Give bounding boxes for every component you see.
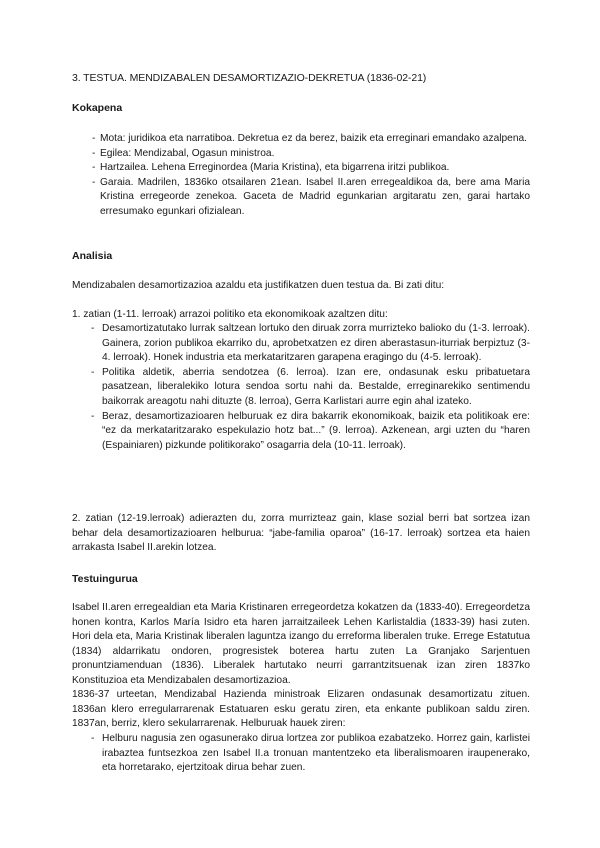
list-item: - Egilea: Mendizabal, Ogasun ministroa. <box>72 147 530 162</box>
part1-intro: 1. zatian (1-11. lerroak) arrazoi politiko eta ekonomikoak azaltzen ditu: <box>72 309 388 320</box>
testuingurua-para1: Isabel II.aren erregealdian eta Maria Kristinaren erregeordetza kokatzen da (1833-40). Erregeordetza honen kontra, Karlos María Isidro eta haren jarraitzaileek Lehen Karlistaldia (1833-39) hasi zuten. Hori dela eta, Maria Kristinak liberalen laguntza izango du erreforma liberalen truke. Errege Estatutua (1834) aldarrikatu ondoren, progresistek boterea hartu zuten La Granjako Sarjentuen pronuntziamenduan (1836). Liberalek hartutako neurri garrantzitsuenak izan ziren 1837ko Konstituzioa eta Mendizabalen desamortizazioa. <box>72 602 530 686</box>
part2-paragraph: 2. zatian (12-19.lerroak) adierazten du, zorra murrizteaz gain, klase sozial berri bat sortzea izan behar dela desamortizazioaren helburua: “jabe-familia oparoa” (16-17. lerroak) sortzea eta haien arrakasta Isabel II.arekin lotzea. <box>72 513 530 554</box>
list-item: - Mota: juridikoa eta narratiboa. Dekretua ez da berez, baizik eta erreginari emandako azalpena. <box>72 132 530 147</box>
testuingurua-para2: 1836-37 urteetan, Mendizabal Hazienda ministroak Elizaren ondasunak desamortizatu zituen. 1836an klero erregularrarenak Estatuaren esku geratu ziren, eta enkante publikoan saldu ziren. 1837an, berriz, klero sekularrarenak. Helburuak hauek ziren: <box>72 689 530 730</box>
list-item: - Desamortizatutako lurrak saltzean lortuko den diruak zorra murrizteko balioko du (1-3. lerroak). Gainera, zorion publikoa ekarriko du, aprobetxatzen ez diren aberastasun-iturriak berpiztuz (3-4. lerroak). Honek industria eta merkataritzaren garapena eragingo du (4-5. lerroak). <box>72 322 530 366</box>
list-item: - Hartzailea. Lehena Erreginordea (Maria Kristina), eta bigarrena iritzi publikoa. <box>72 161 530 176</box>
list-item: - Garaia. Madrilen, 1836ko otsailaren 21ean. Isabel II.aren erregealdikoa da, bere ama Maria Kristina erregeorde zenekoa. Gaceta de Madrid egunkarian argitaratu zen, garai hartako erresumako egunkari ofizialean. <box>72 176 530 220</box>
testuingurua-list <box>72 732 530 776</box>
heading-kokapena: Kokapena <box>72 102 123 114</box>
heading-analisia: Analisia <box>72 250 113 262</box>
analisia-intro: Mendizabalen desamortizazioa azaldu eta justifikatzen duen testua da. Bi zati ditu: <box>72 280 445 291</box>
list-item: - Helburu nagusia zen ogasunerako dirua lortzea zor publikoa ezabatzeko. Horrez gain, karlistei irabaztea funtsezkoa zen Isabel II.a tronuan mantentzeko eta liberalismoaren iraupenerako, eta horretarako, ejertzitoak dirua behar zuen. <box>72 732 530 776</box>
document-title: 3. TESTUA. MENDIZABALEN DESAMORTIZAZIO-DEKRETUA (1836-02-21) <box>72 72 427 84</box>
list-item: - Politika aldetik, aberria sendotzea (6. lerroa). Izan ere, ondasunak esku pribatuetara pasatzean, liberalekiko lotura sendoa sortu nahi da. Bestalde, erreginarekiko sentimendu baikorrak areagotu nahi dituzte (8. lerroa), Gerra Karlistari aurre egin ahal izateko. <box>72 366 530 410</box>
list-item: - Beraz, desamortizazioaren helburuak ez dira bakarrik ekonomikoak, baizik eta politikoak ere: “ez da merkataritzarako espekulazio hotz bat...” (9. lerroa). Azkenean, argi uzten du “haren (Espainiaren) pizkunde politikorako” osagarria dela (10-11. lerroak). <box>72 410 530 454</box>
part1-list <box>72 322 530 453</box>
heading-testuingurua: Testuingurua <box>72 573 138 585</box>
kokapena-list <box>72 132 530 220</box>
